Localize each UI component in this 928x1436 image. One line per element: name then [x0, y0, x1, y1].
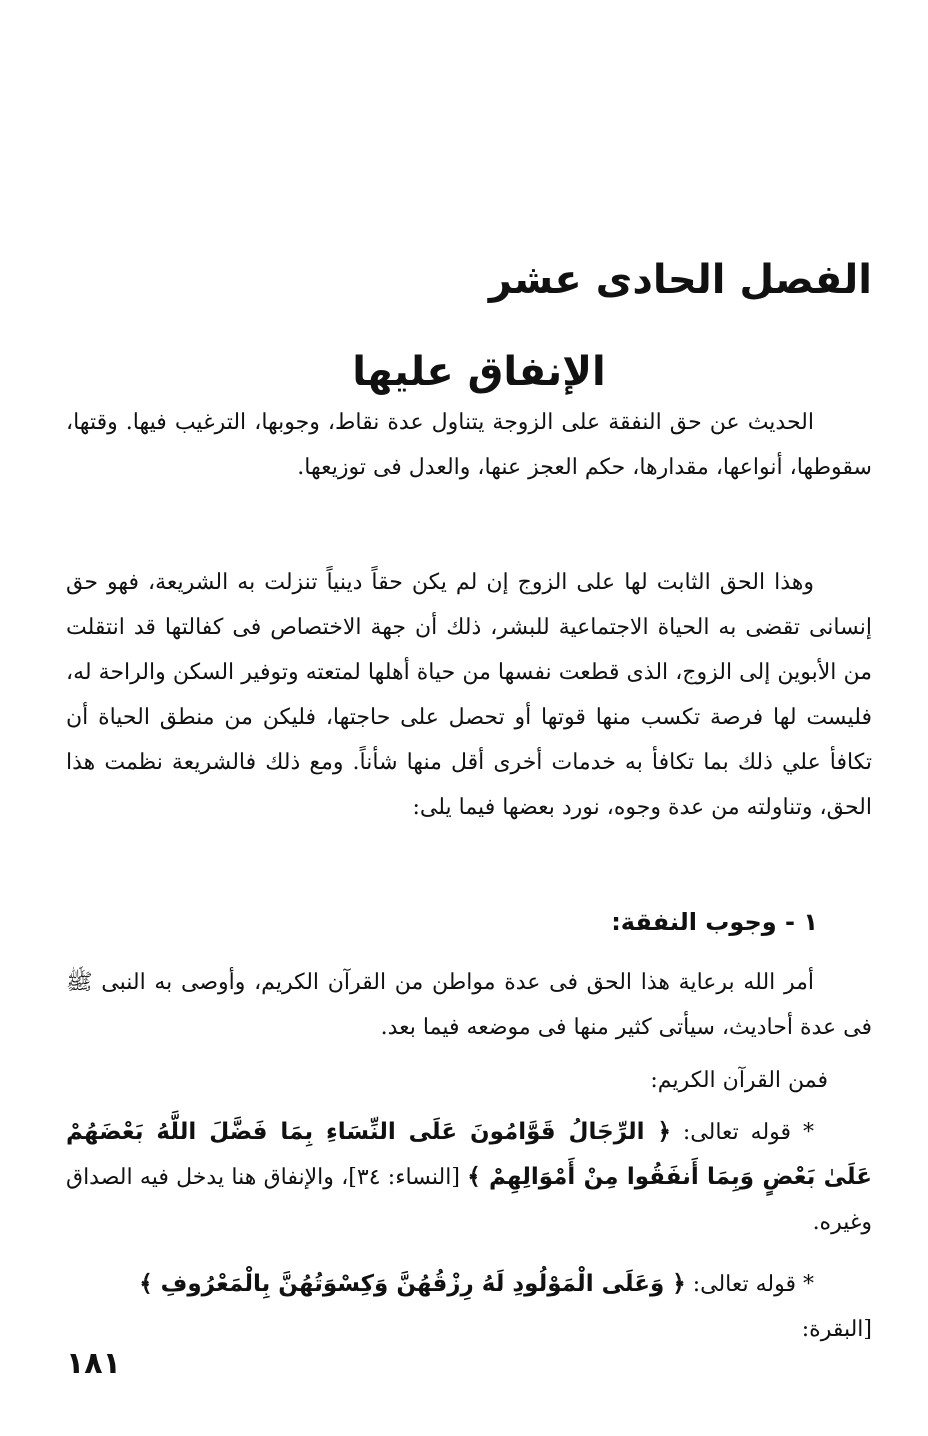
intro-paragraph: الحديث عن حق النفقة على الزوجة يتناول عدة نقاط، وجوبها، الترغيب فيها. وقتها، سقوطها، أنواعها، مقدارها، حكم العجز عنها، والعدل فى توزيعها.	[66, 410, 872, 480]
quran-verse: ﴿ الرِّجَالُ قَوَّامُونَ عَلَى النِّسَاءِ بِمَا فَضَّلَ اللَّهُ بَعْضَهُمْ عَلَىٰ بَعْضٍ وَبِمَا أَنفَقُوا مِنْ أَمْوَالِهِمْ ﴾	[66, 1119, 873, 1190]
verse-paragraph-1	[66, 1110, 872, 1245]
obligation-heading: ١ - وجوب النفقة:	[611, 908, 818, 936]
verse-paragraph-2	[66, 1262, 872, 1352]
chapter-title: الفصل الحادى عشر	[488, 257, 872, 303]
verse-prefix: * قوله تعالى:	[685, 1272, 814, 1297]
quran-verse: ﴿ وَعَلَى الْمَوْلُودِ لَهُ رِزْقُهُنَّ وَكِسْوَتُهُنَّ بِالْمَعْرُوفِ ﴾	[139, 1271, 686, 1297]
verse-prefix: * قوله تعالى:	[670, 1120, 814, 1145]
obligation-paragraph: أمر الله برعاية هذا الحق فى عدة مواطن من القرآن الكريم، وأوصى به النبى ﷺ فى عدة أحاديث، سيأتى كثير منها فى موضعه فيما بعد.	[66, 970, 872, 1040]
reason-paragraph: وهذا الحق الثابت لها على الزوج إن لم يكن حقاً دينياً تنزلت به الشريعة، فهو حق إنسانى تقضى به الحياة الاجتماعية للبشر، ذلك أن جهة الاختصاص فى كفالتها قد انتقلت من الأبوين إلى الزوج، الذى قطعت نفسها من حياة أهلها لمتعته وتوفير السكن والراحة له، فليست لها فرصة تكسب منها قوتها أو تحصل على حاجتها، فليكن من منطق الحياة أن تكافأ علي ذلك بما تكافأ به خدمات أخرى أقل منها شأناً. ومع ذلك فالشريعة نظمت هذا الحق، وتناولته من عدة وجوه، نورد بعضها فيما يلى:	[66, 570, 872, 820]
verse-reference: [البقرة:	[801, 1317, 872, 1342]
quran-label: فمن القرآن الكريم:	[650, 1068, 828, 1093]
verse-reference: [النساء: ٣٤]، والإنفاق هنا يدخل فيه الصداق وغيره.	[66, 1165, 872, 1235]
section-title: الإنفاق عليها	[352, 349, 606, 395]
page-number: ١٨١	[66, 1346, 121, 1381]
